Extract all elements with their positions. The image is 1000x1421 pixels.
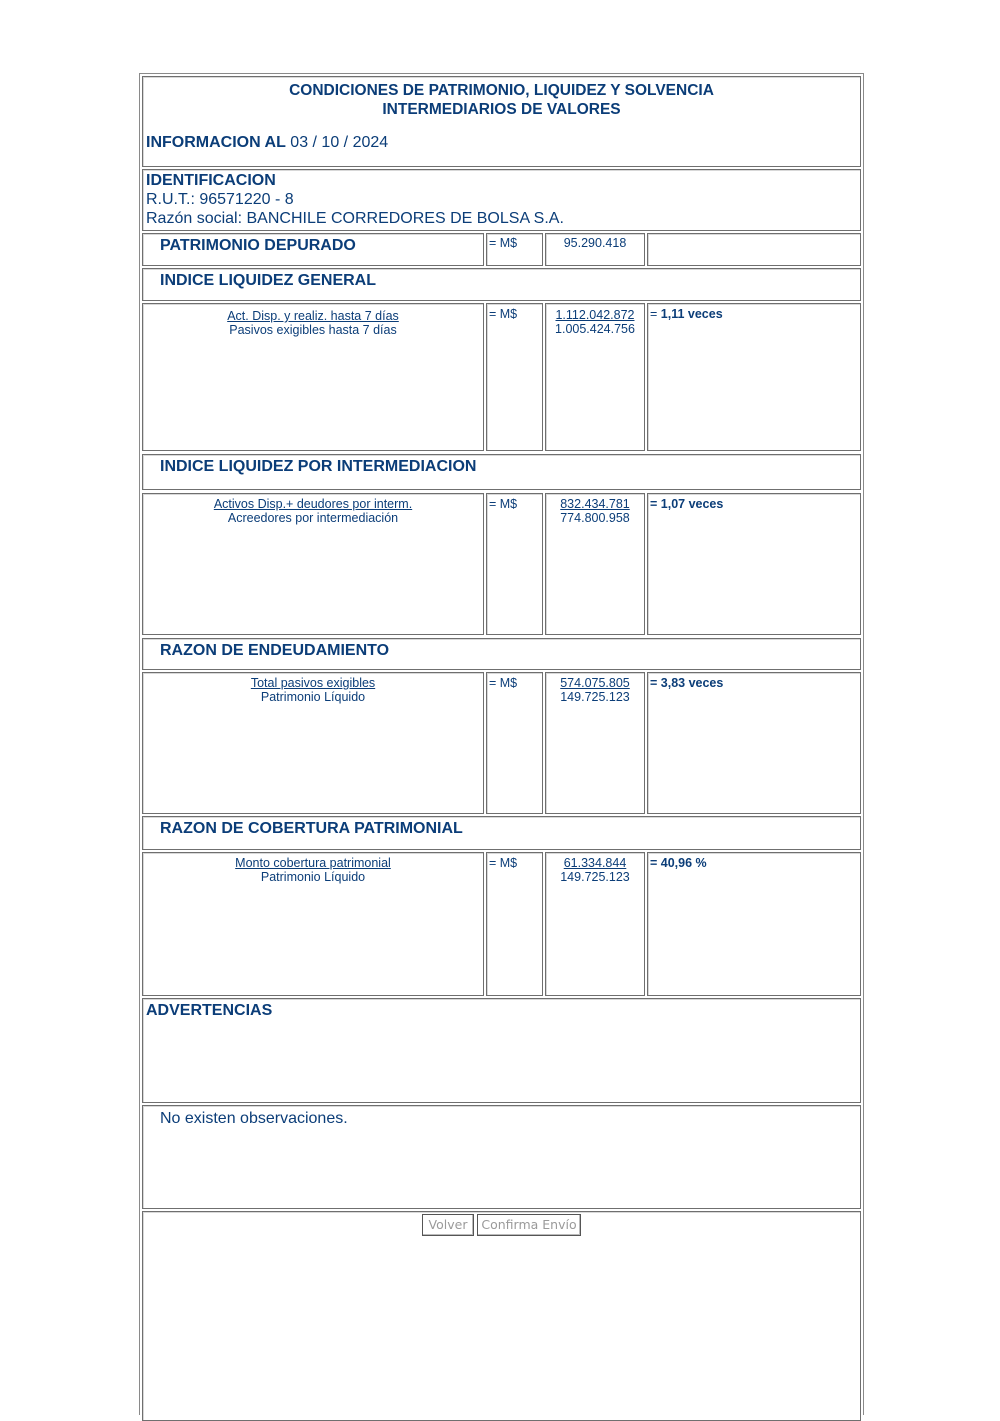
cobertura-result-cell bbox=[647, 852, 861, 996]
liquidez-intermediacion-label-cell bbox=[142, 493, 484, 635]
patrimonio-depurado-label-cell bbox=[142, 233, 484, 266]
endeudamiento-result: = 3,83 veces bbox=[650, 676, 724, 690]
endeudamiento-value-cell bbox=[545, 672, 645, 814]
endeudamiento-denominator-label: Patrimonio Líquido bbox=[260, 690, 366, 704]
liquidez-general-value-cell bbox=[545, 303, 645, 451]
liquidez-general-numerator-link[interactable]: Act. Disp. y realiz. hasta 7 días bbox=[227, 309, 399, 323]
liquidez-intermediacion-result: = 1,07 veces bbox=[650, 497, 724, 511]
liquidez-general-unit: = M$ bbox=[489, 307, 518, 321]
liquidez-general-denominator-value: 1.005.424.756 bbox=[555, 322, 635, 336]
patrimonio-depurado-heading: PATRIMONIO DEPURADO bbox=[160, 237, 356, 254]
liquidez-general-label-cell bbox=[142, 303, 484, 451]
confirma-envio-button[interactable]: Confirma Envío bbox=[477, 1214, 581, 1236]
liquidez-intermediacion-unit: = M$ bbox=[489, 497, 518, 511]
razon-social-text: Razón social: BANCHILE CORREDORES DE BOLSA S.A. bbox=[146, 210, 564, 227]
liquidez-intermediacion-numerator-value[interactable]: 832.434.781 bbox=[560, 497, 630, 511]
liquidez-general-result-cell bbox=[647, 303, 861, 451]
endeudamiento-label-cell bbox=[142, 672, 484, 814]
patrimonio-depurado-empty-cell bbox=[647, 233, 861, 266]
advertencias-heading: ADVERTENCIAS bbox=[146, 1002, 273, 1019]
cobertura-numerator-value[interactable]: 61.334.844 bbox=[563, 856, 627, 870]
cobertura-unit: = M$ bbox=[489, 856, 518, 870]
identificacion-heading: IDENTIFICACION bbox=[146, 172, 276, 189]
liquidez-general-numerator-value[interactable]: 1.112.042.872 bbox=[555, 308, 635, 322]
liquidez-intermediacion-numerator-link[interactable]: Activos Disp.+ deudores por interm. bbox=[213, 497, 413, 511]
endeudamiento-numerator-link[interactable]: Total pasivos exigibles bbox=[250, 676, 376, 690]
buttons-cell bbox=[142, 1211, 861, 1421]
liquidez-general-denominator-label: Pasivos exigibles hasta 7 días bbox=[229, 323, 397, 337]
patrimonio-depurado-value: 95.290.418 bbox=[563, 236, 627, 250]
endeudamiento-denominator-value: 149.725.123 bbox=[560, 690, 630, 704]
header-cell bbox=[142, 76, 861, 167]
report-title-line1: CONDICIONES DE PATRIMONIO, LIQUIDEZ Y SOLVENCIA bbox=[289, 82, 714, 99]
cobertura-numerator-link[interactable]: Monto cobertura patrimonial bbox=[235, 856, 391, 870]
liquidez-general-heading-cell bbox=[142, 268, 861, 301]
patrimonio-depurado-unit: = M$ bbox=[489, 236, 518, 250]
liquidez-general-result bbox=[650, 307, 723, 321]
cobertura-value-cell bbox=[545, 852, 645, 996]
patrimonio-depurado-unit-cell bbox=[486, 233, 543, 266]
liquidez-intermediacion-denominator-value: 774.800.958 bbox=[560, 511, 630, 525]
cobertura-heading-cell bbox=[142, 816, 861, 850]
liquidez-intermediacion-result-cell bbox=[647, 493, 861, 635]
liquidez-intermediacion-denominator-label: Acreedores por intermediación bbox=[227, 511, 399, 525]
liquidez-general-result-prefix: = bbox=[650, 307, 661, 321]
liquidez-general-result-value: 1,11 veces bbox=[660, 307, 723, 321]
endeudamiento-unit: = M$ bbox=[489, 676, 518, 690]
cobertura-denominator-value: 149.725.123 bbox=[560, 870, 630, 884]
info-date: 03 / 10 / 2024 bbox=[290, 134, 389, 151]
rut-text: R.U.T.: 96571220 - 8 bbox=[146, 191, 294, 208]
cobertura-unit-cell bbox=[486, 852, 543, 996]
volver-button[interactable]: Volver bbox=[422, 1214, 474, 1236]
report-title-line2: INTERMEDIARIOS DE VALORES bbox=[382, 101, 621, 118]
liquidez-general-unit-cell bbox=[486, 303, 543, 451]
cobertura-label-cell bbox=[142, 852, 484, 996]
liquidez-intermediacion-heading: INDICE LIQUIDEZ POR INTERMEDIACION bbox=[160, 458, 477, 475]
observaciones-cell bbox=[142, 1105, 861, 1209]
endeudamiento-unit-cell bbox=[486, 672, 543, 814]
endeudamiento-result-cell bbox=[647, 672, 861, 814]
liquidez-intermediacion-heading-cell bbox=[142, 454, 861, 490]
patrimonio-depurado-value-cell bbox=[545, 233, 645, 266]
cobertura-heading: RAZON DE COBERTURA PATRIMONIAL bbox=[160, 820, 463, 837]
advertencias-cell bbox=[142, 998, 861, 1103]
endeudamiento-heading: RAZON DE ENDEUDAMIENTO bbox=[160, 642, 390, 659]
cobertura-result: = 40,96 % bbox=[650, 856, 707, 870]
liquidez-intermediacion-value-cell bbox=[545, 493, 645, 635]
info-label: INFORMACION AL bbox=[146, 134, 286, 151]
liquidez-general-heading: INDICE LIQUIDEZ GENERAL bbox=[160, 272, 377, 289]
info-date-row bbox=[146, 134, 388, 152]
cobertura-denominator-label: Patrimonio Líquido bbox=[260, 870, 366, 884]
liquidez-intermediacion-unit-cell bbox=[486, 493, 543, 635]
endeudamiento-numerator-value[interactable]: 574.075.805 bbox=[560, 676, 630, 690]
endeudamiento-heading-cell bbox=[142, 638, 861, 670]
identificacion-cell bbox=[142, 169, 861, 231]
observaciones-text: No existen observaciones. bbox=[160, 1110, 348, 1127]
